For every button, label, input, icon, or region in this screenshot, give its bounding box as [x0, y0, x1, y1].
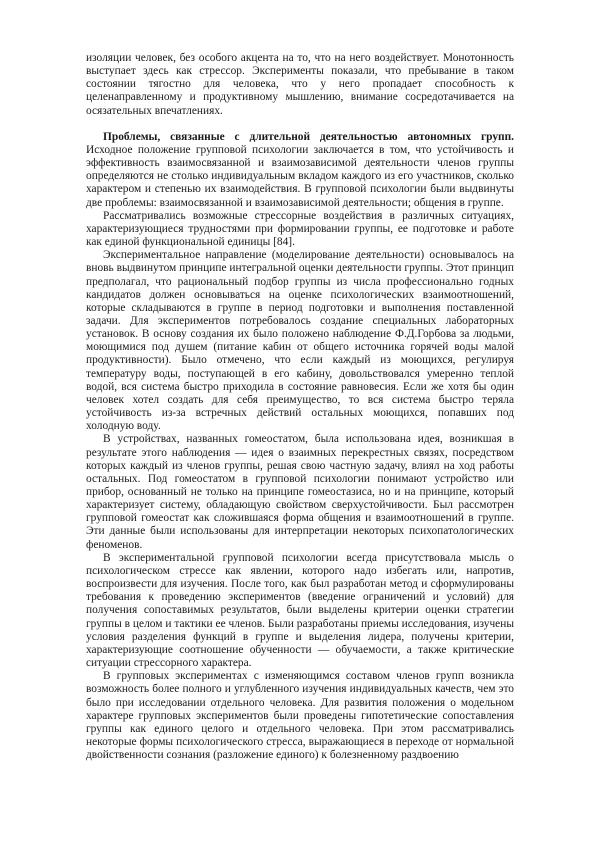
paragraph-2: [86, 131, 514, 210]
paragraph-4: Экспериментальное направление (моделирование деятельности) основывалось на вновь выдвинутом принципе интегральной оценки деятельности группы. Этот принцип предполагал, что рациональный подбор группы из числа профессионально годных кандидатов должен основываться на оценке психологических взаимоотношений, которые складываются в группе в период подготовки и выполнения поставленной задачи. Для экспериментов потребовалось создание специальных лабораторных установок. В основу создания их было положено наблюдение Ф.Д.Горбова за людьми, моющимися под душем (питание кабин от общего источника горячей воды малой продуктивности). Было отмечено, что если каждый из моющихся, регулируя температуру воды, поступающей в его кабину, довольствовался умеренно теплой водой, вся система быстро приходила в состояние равновесия. Если же хотя бы один человек хотел создать для себя преимущество, то вся система быстро теряла устойчивость из-за встречных действий остальных моющихся, попавших под холодную воду.: [86, 249, 514, 433]
paragraph-3: Рассматривались возможные стрессорные воздействия в различных ситуациях, характеризующиеся трудностями при формировании группы, ее подготовке и работе как единой функциональной единицы [84].: [86, 209, 514, 249]
paragraph-7: В групповых экспериментах с изменяющимся составом членов групп возникла возможность более полного и углубленного изучения индивидуальных качеств, чем это было при исследовании отдельного человека. Для развития положения о модельном характере групповых экспериментов были проведены гипотетические сопоставления группы как единого целого и отдельного человека. При этом рассматривались некоторые формы психологического стресса, выражающиеся в переходе от нормальной двойственности сознания (разложение единого) к болезненному раздвоению: [86, 670, 514, 762]
paragraph-1: изоляции человек, без особого акцента на то, что на него воздействует. Монотонность выступает здесь как стрессор. Эксперименты показали, что пребывание в таком состоянии тягостно для человека, что у него пропадает способность к целенаправленному и продуктивному мышлению, внимание сосредотачивается на осязательных впечатлениях.: [86, 52, 514, 117]
paragraph-5: В устройствах, названных гомеостатом, была использована идея, возникшая в результате этого наблюдения — идея о взаимных перекрестных связях, посредством которых каждый из членов группы, решая свою частную задачу, влиял на ход работы остальных. Под гомеостатом в групповой психологии понимают устройство или прибор, основанный не только на принципе гомеостазиса, но и на принципе, который характеризует систему, обладающую свойством сверхустойчивости. Был рассмотрен групповой гомеостат как сложившаяся форма общения и взаимоотношений в группе. Эти данные были использованы для интерпретации некоторых психопатологических феноменов.: [86, 433, 514, 551]
document-page: [86, 52, 514, 762]
section-heading: Проблемы, связанные с длительной деятельностью автономных групп.: [103, 130, 514, 143]
paragraph-2-text: Исходное положение групповой психологии заключается в том, что устойчивость и эффективность взаимосвязанной и взаимозависимой деятельности членов группы определяются не столько индивидуальным вкладом каждого из его участников, сколько характером и степенью их взаимодействия. В групповой психологии были выдвинуты две проблемы: взаимосвязанной и взаимозависимой деятельности; общения в группе.: [86, 143, 514, 209]
paragraph-6: В экспериментальной групповой психологии всегда присутствовала мысль о психологическом стрессе как явлении, которого надо избегать или, напротив, воспроизвести для изучения. После того, как был разработан метод и сформулированы требования к проведению экспериментов (введение ограничений и условий) для получения сопоставимых результатов, были выделены критерии оценки стратегии группы в целом и тактики ее членов. Были разработаны приемы исследования, изучены условия разделения функций в группе и выделения лидера, получены критерии, характеризующие соотношение обученности — обучаемости, а также критические ситуации стрессорного характера.: [86, 551, 514, 670]
